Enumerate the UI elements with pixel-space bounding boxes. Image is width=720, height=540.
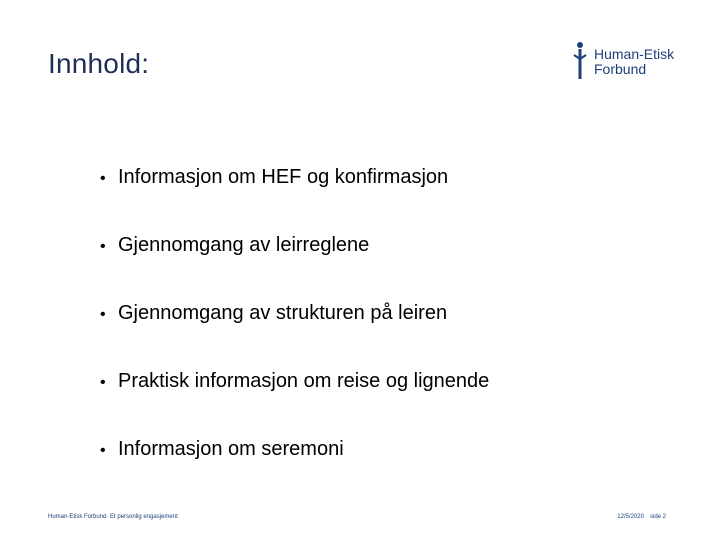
bullet-text: Praktisk informasjon om reise og lignende (118, 370, 490, 392)
bullet-item (100, 294, 660, 334)
footer-organization: Human-Etisk Forbund· Et personlig engasjement (48, 514, 178, 520)
logo-line-2: Forbund (594, 61, 647, 77)
footer-date: 12/5/2020 (617, 514, 644, 520)
footer-meta (617, 514, 666, 520)
bullet-item (100, 362, 660, 402)
content-area (100, 158, 660, 498)
bullet-item (100, 158, 660, 198)
bullet-icon: • (100, 374, 106, 391)
logo-line-1: Human-Etisk (594, 46, 675, 62)
footer-page-number: side 2 (649, 514, 666, 520)
bullet-icon: • (100, 238, 106, 255)
bullet-item (100, 226, 660, 266)
bullet-item (100, 430, 660, 470)
bullet-text: Informasjon om seremoni (118, 438, 344, 460)
slide-title: Innhold: (48, 48, 150, 79)
logo-text (594, 47, 674, 77)
bullet-text: Informasjon om HEF og konfirmasjon (118, 166, 449, 188)
bullet-icon: • (100, 306, 106, 323)
bullet-text: Gjennomgang av leirreglene (118, 234, 370, 256)
human-etisk-forbund-logo (572, 40, 692, 84)
bullet-text: Gjennomgang av strukturen på leiren (118, 302, 448, 324)
bullet-list (100, 158, 660, 470)
bullet-icon: • (100, 442, 106, 459)
bullet-icon: • (100, 170, 106, 187)
human-figure-icon (572, 41, 588, 83)
